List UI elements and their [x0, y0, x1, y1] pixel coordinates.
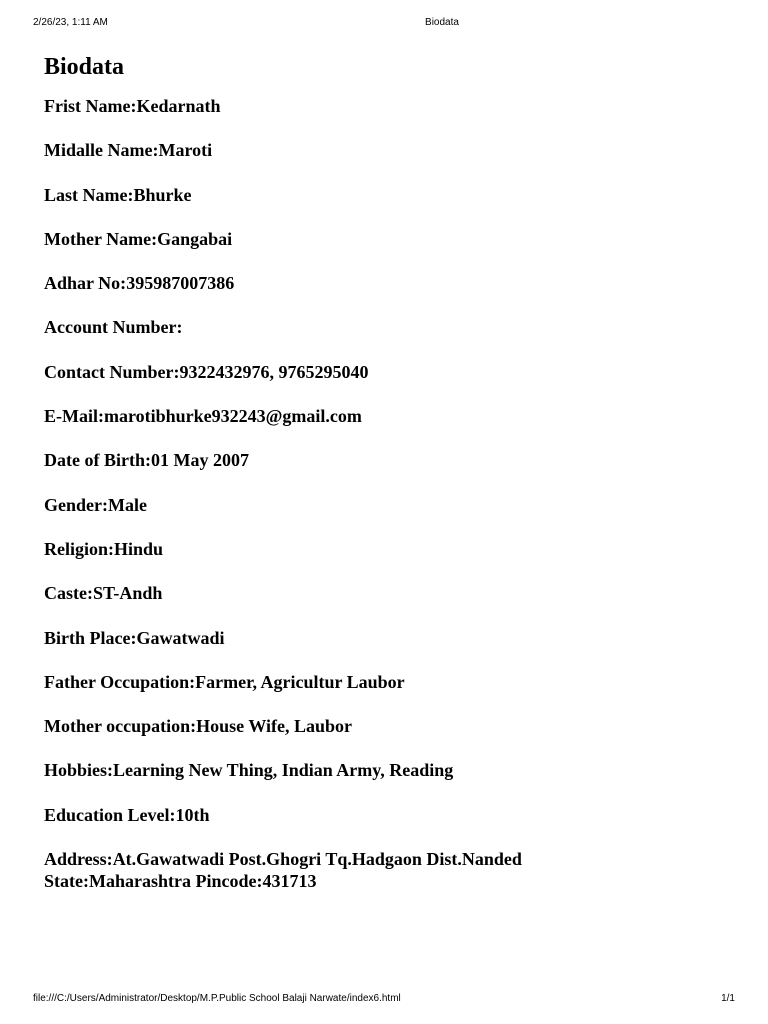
field-hobbies — [44, 759, 734, 781]
field-adhar-no — [44, 272, 734, 294]
field-email — [44, 405, 734, 427]
field-label: Address: — [44, 849, 113, 870]
field-label: Education Level: — [44, 804, 176, 825]
field-label: Adhar No: — [44, 273, 127, 294]
print-datetime: 2/26/23, 1:11 AM — [33, 17, 108, 28]
print-file-path: file:///C:/Users/Administrator/Desktop/M.P.Public School Balaji Narwate/index6.html — [33, 993, 401, 1004]
field-value: 01 May 2007 — [150, 450, 249, 471]
field-label: Father Occupation: — [44, 671, 196, 692]
field-account-number — [44, 316, 734, 338]
field-label: Frist Name: — [44, 96, 137, 116]
field-value: Kedarnath — [136, 96, 221, 116]
field-first-name — [44, 95, 734, 117]
field-education-level — [44, 804, 734, 826]
field-value: Hindu — [114, 538, 164, 559]
field-label: Midalle Name: — [44, 140, 159, 161]
field-label: Mother Name: — [44, 228, 158, 249]
field-contact-number — [44, 361, 734, 383]
print-header — [0, 17, 768, 31]
biodata-document — [44, 52, 734, 914]
field-value: Bhurke — [133, 184, 192, 205]
field-last-name — [44, 184, 734, 206]
field-value: Gangabai — [157, 228, 233, 249]
field-value: Learning New Thing, Indian Army, Reading — [113, 760, 454, 781]
field-middle-name — [44, 139, 734, 161]
field-value: 9322432976, 9765295040 — [179, 361, 369, 382]
field-value: marotibhurke932243@gmail.com — [104, 406, 362, 427]
field-label: Birth Place: — [44, 627, 137, 648]
field-value: Farmer, Agricultur Laubor — [195, 671, 405, 692]
field-value: Maroti — [158, 140, 213, 161]
field-label: Date of Birth: — [44, 450, 151, 471]
field-address — [44, 848, 644, 892]
print-footer — [0, 993, 768, 1007]
field-label: Caste: — [44, 583, 93, 604]
field-label: Gender: — [44, 494, 108, 515]
field-father-occupation — [44, 671, 734, 693]
field-label: Contact Number: — [44, 361, 180, 382]
field-religion — [44, 538, 734, 560]
field-mother-name — [44, 228, 734, 250]
field-value: Male — [107, 494, 147, 515]
field-label: Last Name: — [44, 184, 134, 205]
field-gender — [44, 494, 734, 516]
field-label: Account Number: — [44, 317, 183, 338]
field-value: House Wife, Laubor — [196, 716, 353, 737]
field-birth-place — [44, 627, 734, 649]
field-value: 10th — [175, 804, 210, 825]
print-page-title: Biodata — [425, 17, 459, 28]
field-label: E-Mail: — [44, 406, 104, 427]
document-title: Biodata — [44, 54, 125, 80]
print-page-indicator: 1/1 — [721, 993, 735, 1004]
field-value: ST-Andh — [92, 583, 163, 604]
field-caste — [44, 582, 734, 604]
field-date-of-birth — [44, 449, 734, 471]
field-label: Religion: — [44, 538, 114, 559]
field-value: At.Gawatwadi Post.Ghogri Tq.Hadgaon Dist.Nanded State:Maharashtra Pincode:431713 — [44, 849, 522, 892]
field-value: 395987007386 — [126, 273, 235, 294]
field-mother-occupation — [44, 715, 734, 737]
field-label: Mother occupation: — [44, 716, 197, 737]
field-label: Hobbies: — [44, 760, 114, 781]
field-value: Gawatwadi — [136, 627, 225, 648]
